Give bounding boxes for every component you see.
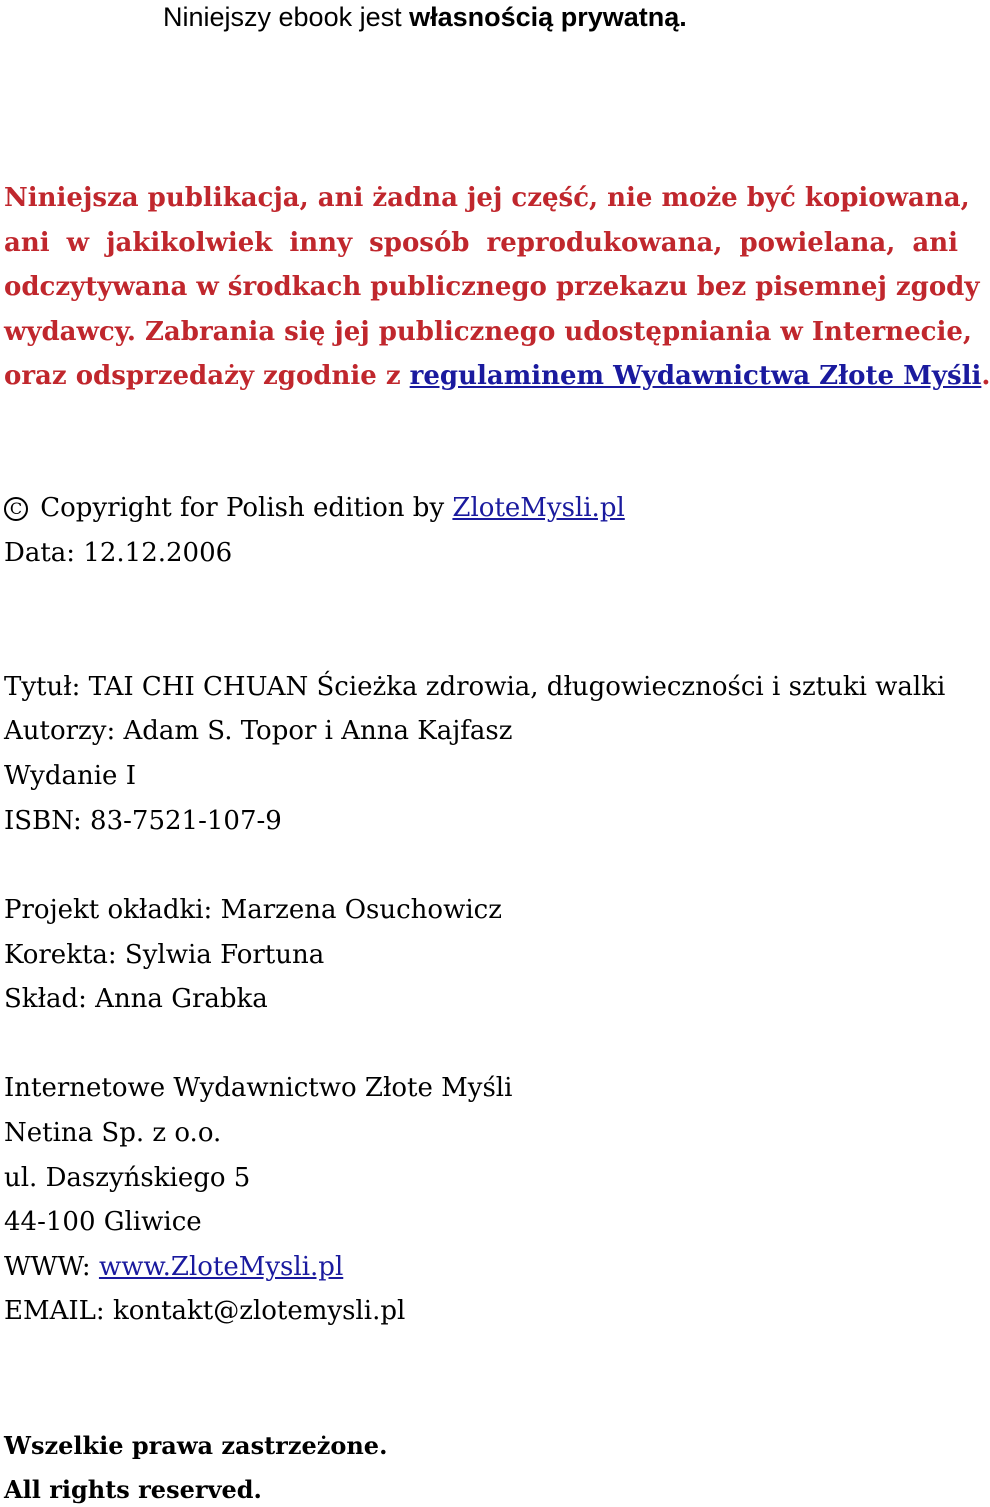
copyright-notice: [4, 176, 990, 399]
ownership-header-emphasis: własnością prywatną.: [409, 2, 687, 32]
publication-date: Data: 12.12.2006: [4, 538, 233, 568]
copyright-text: Copyright for Polish edition by: [32, 493, 453, 523]
notice-line-2: ani w jakikolwiek inny sposób reprodukowana, powielana, ani: [4, 227, 958, 258]
notice-line-5: [4, 354, 990, 399]
publisher-street: ul. Daszyńskiego 5: [4, 1163, 251, 1193]
credit-cover: Projekt okładki: Marzena Osuchowicz: [4, 895, 502, 925]
notice-last-suffix: .: [981, 361, 990, 391]
credit-proofreading: Korekta: Sylwia Fortuna: [4, 940, 325, 970]
publisher-company: Netina Sp. z o.o.: [4, 1118, 222, 1148]
zlotemysli-link[interactable]: ZloteMysli.pl: [452, 493, 625, 523]
www-link[interactable]: www.ZloteMysli.pl: [98, 1252, 344, 1282]
rights-polish: Wszelkie prawa zastrzeżone.: [4, 1431, 388, 1460]
copyright-line: [4, 491, 625, 525]
book-isbn: ISBN: 83-7521-107-9: [4, 806, 282, 836]
notice-line-4: wydawcy. Zabrania się jej publicznego udostępniania w Internecie,: [4, 316, 972, 347]
notice-line-3: odczytywana w środkach publicznego przekazu bez pisemnej zgody: [4, 272, 980, 302]
copyright-icon: C: [4, 497, 28, 521]
book-edition: Wydanie I: [4, 761, 136, 791]
notice-line-1: Niniejsza publikacja, ani żadna jej część, nie może być kopiowana,: [4, 183, 970, 213]
publisher-www: [4, 1250, 343, 1284]
ownership-header-prefix: Niniejszy ebook jest: [163, 2, 410, 32]
publisher-name: Internetowe Wydawnictwo Złote Myśli: [4, 1073, 513, 1103]
credit-typesetting: Skład: Anna Grabka: [4, 984, 268, 1014]
book-title: Tytuł: TAI CHI CHUAN Ścieżka zdrowia, długowieczności i sztuki walki: [4, 672, 946, 702]
book-authors: Autorzy: Adam S. Topor i Anna Kajfasz: [4, 716, 513, 746]
www-label: WWW:: [4, 1252, 99, 1282]
notice-last-prefix: oraz odsprzedaży zgodnie z: [4, 361, 410, 391]
publisher-email: EMAIL: kontakt@zlotemysli.pl: [4, 1296, 406, 1326]
regulations-link[interactable]: regulaminem Wydawnictwa Złote Myśli: [409, 361, 982, 391]
publisher-city: 44-100 Gliwice: [4, 1207, 202, 1237]
ownership-header: [163, 0, 687, 34]
rights-english: All rights reserved.: [4, 1475, 262, 1504]
